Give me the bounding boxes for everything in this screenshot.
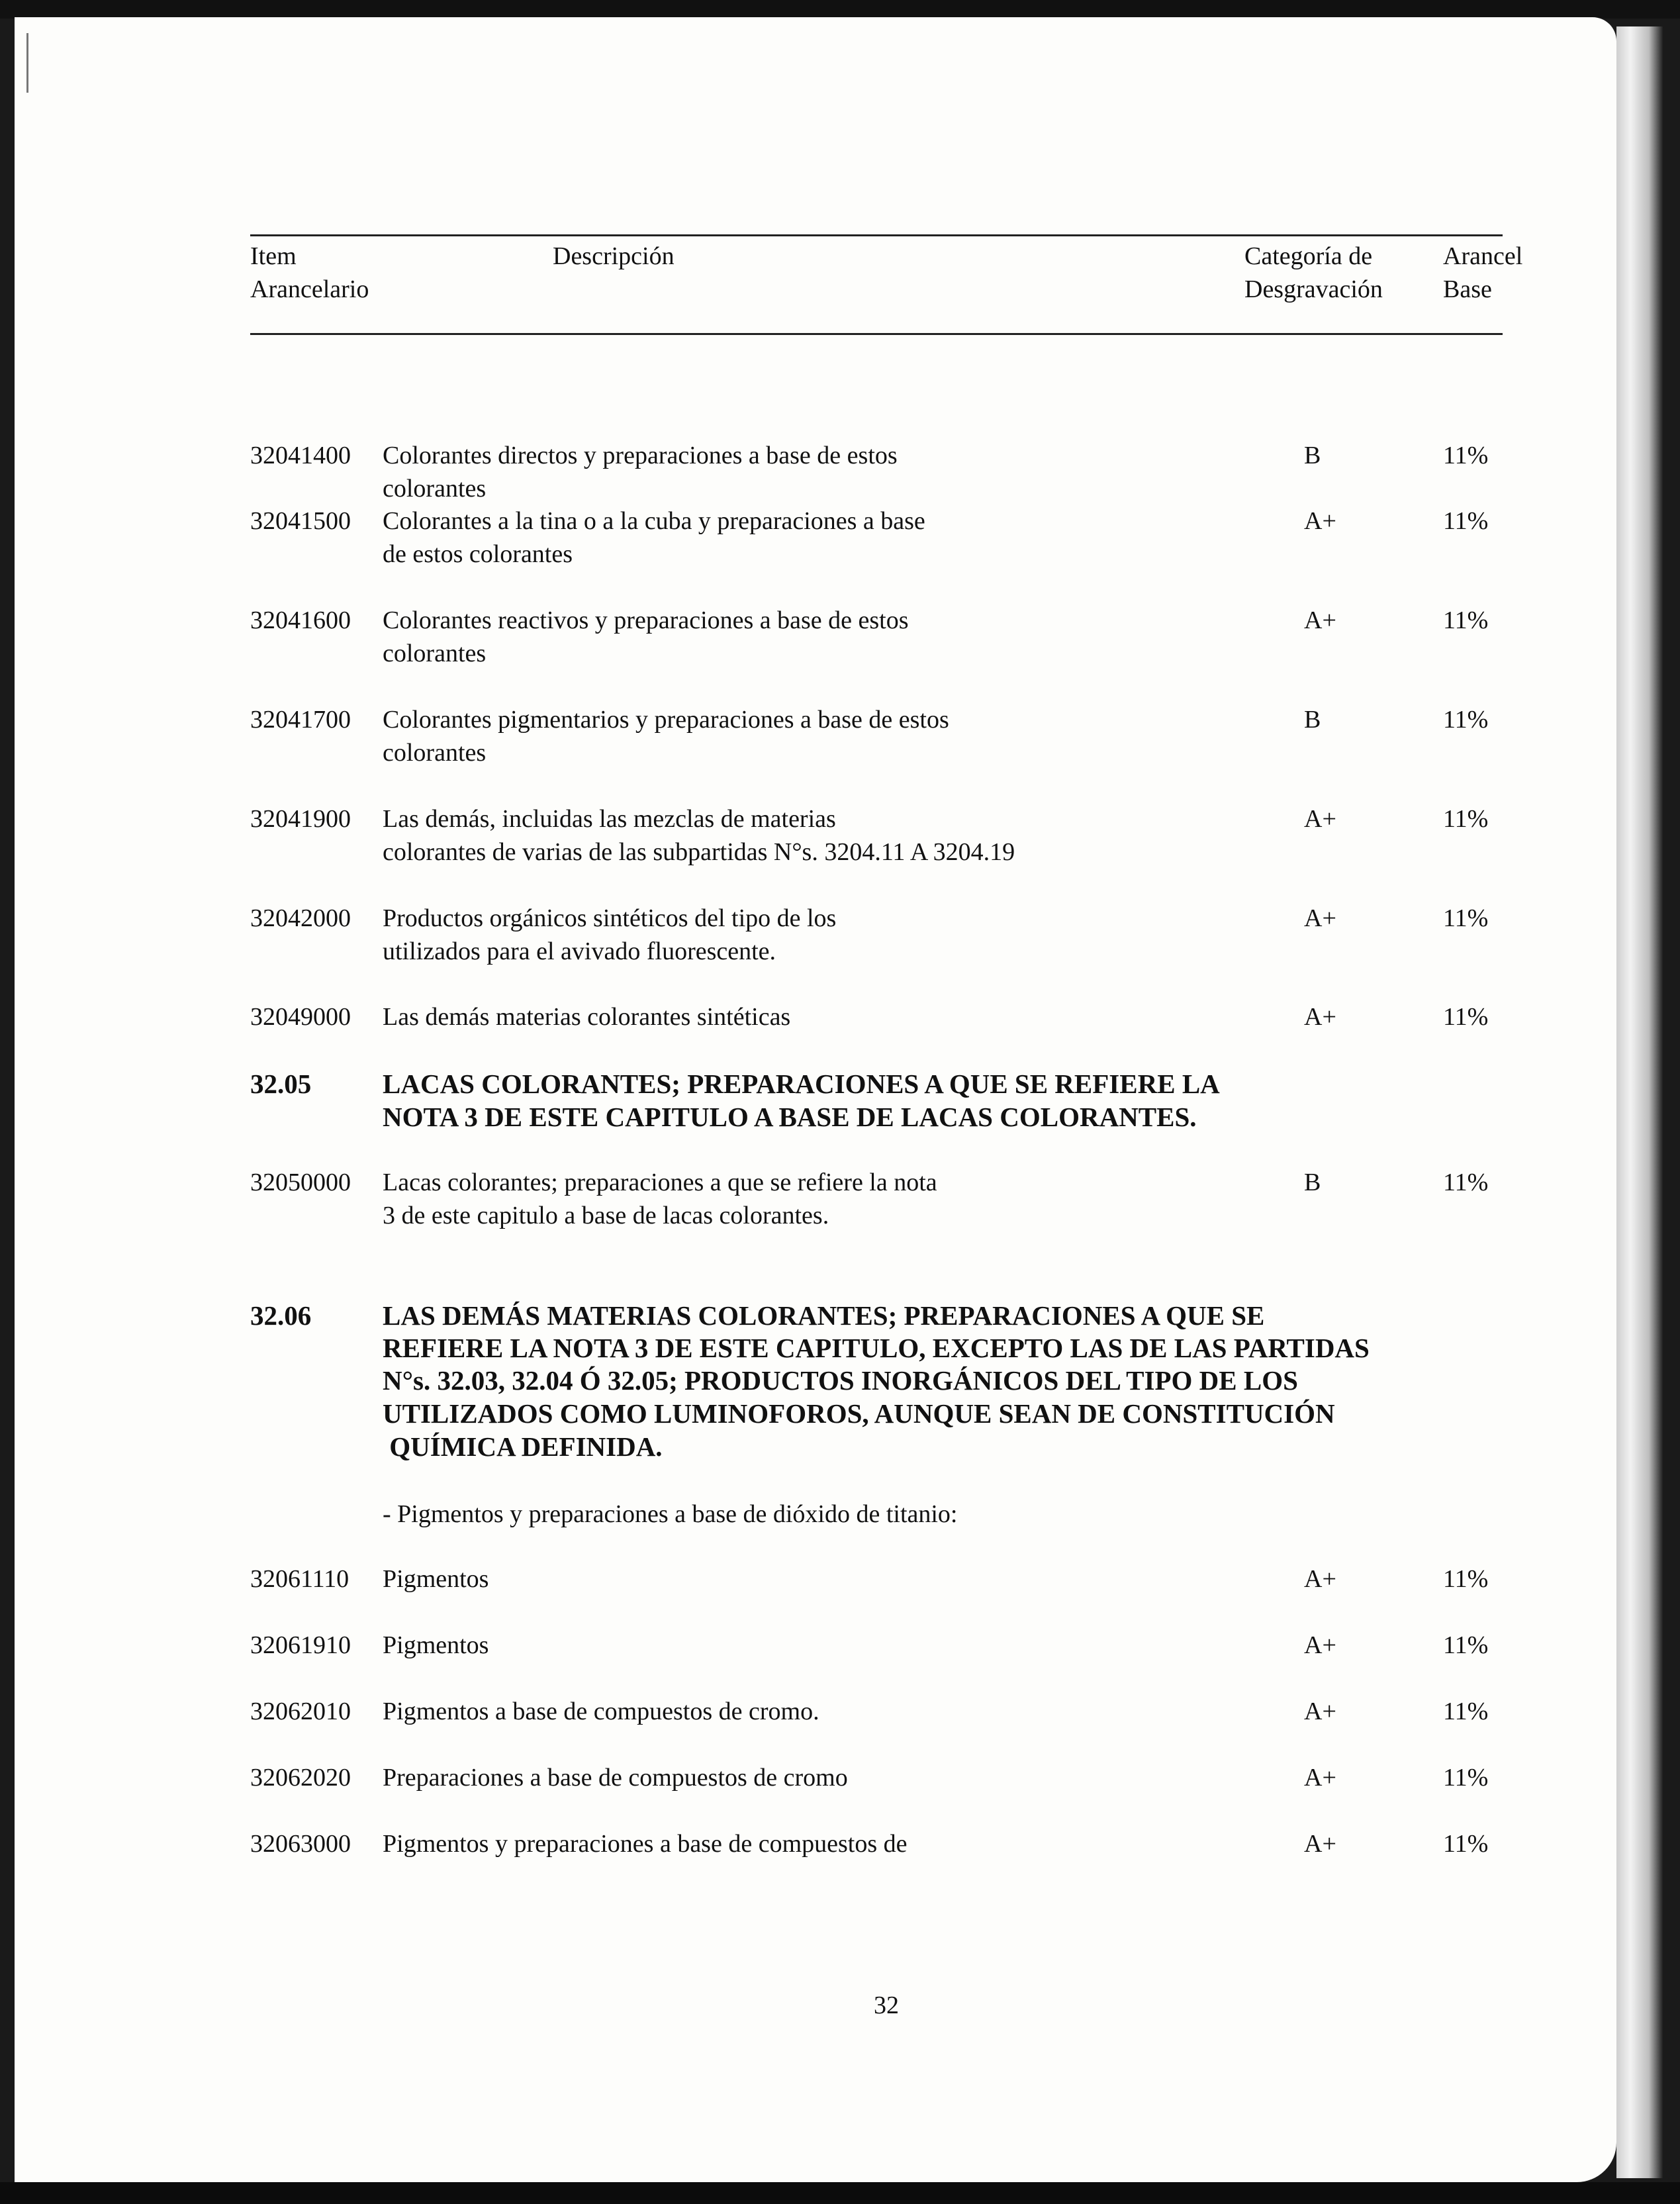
header-item-label: Item xyxy=(250,242,297,270)
item-category: A+ xyxy=(1304,1565,1336,1593)
item-description: Las demás materias colorantes sintéticas xyxy=(383,1003,791,1031)
item-description: Preparaciones a base de compuestos de cromo xyxy=(383,1764,848,1792)
header-descripcion: Descripción xyxy=(553,242,675,270)
item-code: 32041900 xyxy=(250,805,351,833)
item-description: Colorantes directos y preparaciones a base de estos xyxy=(383,442,898,469)
item-code: 32050000 xyxy=(250,1169,351,1196)
page-number: 32 xyxy=(874,1991,899,2019)
item-category: A+ xyxy=(1304,507,1336,535)
item-base-rate: 11% xyxy=(1443,805,1489,833)
item-category: A+ xyxy=(1304,805,1336,833)
item-base-rate: 11% xyxy=(1443,1631,1489,1659)
item-code: 32041700 xyxy=(250,706,351,734)
item-category: A+ xyxy=(1304,904,1336,932)
heading-text-cont: NOTA 3 DE ESTE CAPITULO A BASE DE LACAS COLORANTES. xyxy=(383,1102,1197,1132)
header-rule-bottom xyxy=(250,333,1503,335)
item-base-rate: 11% xyxy=(1443,1169,1489,1196)
header-base-label: Base xyxy=(1443,275,1492,303)
item-description-cont: colorantes xyxy=(383,475,487,503)
heading-text: LAS DEMÁS MATERIAS COLORANTES; PREPARACIONES A QUE SE xyxy=(383,1300,1265,1331)
item-description: Colorantes pigmentarios y preparaciones a base de estos xyxy=(383,706,949,734)
item-base-rate: 11% xyxy=(1443,904,1489,932)
item-category: A+ xyxy=(1304,1764,1336,1792)
item-base-rate: 11% xyxy=(1443,442,1489,469)
header-arancelario-label: Arancelario xyxy=(250,275,369,303)
scan-border-bottom xyxy=(0,2182,1680,2204)
item-description: Pigmentos a base de compuestos de cromo. xyxy=(383,1698,819,1725)
heading-text-cont: QUÍMICA DEFINIDA. xyxy=(383,1431,663,1462)
item-code: 32062010 xyxy=(250,1698,351,1725)
header-rule-top xyxy=(250,234,1503,236)
item-code: 32061910 xyxy=(250,1631,351,1659)
item-description-cont: colorantes xyxy=(383,640,487,667)
item-base-rate: 11% xyxy=(1443,507,1489,535)
margin-mark xyxy=(26,33,28,93)
item-description-cont: 3 de este capitulo a base de lacas colorantes. xyxy=(383,1202,829,1229)
item-base-rate: 11% xyxy=(1443,1764,1489,1792)
header-categoria-label: Categoría de xyxy=(1244,242,1373,270)
heading-text-cont: REFIERE LA NOTA 3 DE ESTE CAPITULO, EXCEPTO LAS DE LAS PARTIDAS xyxy=(383,1333,1370,1363)
item-description: Colorantes reactivos y preparaciones a base de estos xyxy=(383,606,909,634)
heading-text-cont: UTILIZADOS COMO LUMINOFOROS, AUNQUE SEAN DE CONSTITUCIÓN xyxy=(383,1398,1335,1429)
heading-text-cont: N°s. 32.03, 32.04 Ó 32.05; PRODUCTOS INORGÁNICOS DEL TIPO DE LOS xyxy=(383,1365,1298,1396)
item-base-rate: 11% xyxy=(1443,1003,1489,1031)
item-category: A+ xyxy=(1304,1631,1336,1659)
item-description: Pigmentos xyxy=(383,1565,489,1593)
item-category: A+ xyxy=(1304,1698,1336,1725)
item-description-cont: colorantes xyxy=(383,739,487,767)
header-desgravacion-label: Desgravación xyxy=(1244,275,1383,303)
heading-code: 32.06 xyxy=(250,1300,312,1331)
item-code: 32062020 xyxy=(250,1764,351,1792)
item-code: 32041400 xyxy=(250,442,351,469)
item-base-rate: 11% xyxy=(1443,606,1489,634)
item-category: B xyxy=(1304,442,1321,469)
item-description: Productos orgánicos sintéticos del tipo de los xyxy=(383,904,837,932)
item-description: Colorantes a la tina o a la cuba y preparaciones a base xyxy=(383,507,925,535)
subheading: - Pigmentos y preparaciones a base de dióxido de titanio: xyxy=(383,1500,958,1528)
item-description-cont: de estos colorantes xyxy=(383,540,573,568)
item-base-rate: 11% xyxy=(1443,1565,1489,1593)
item-base-rate: 11% xyxy=(1443,1698,1489,1725)
item-description: Pigmentos y preparaciones a base de compuestos de xyxy=(383,1830,908,1858)
item-category: A+ xyxy=(1304,1830,1336,1858)
item-description-cont: colorantes de varias de las subpartidas N°s. 3204.11 A 3204.19 xyxy=(383,838,1015,866)
item-category: A+ xyxy=(1304,1003,1336,1031)
header-arancel-label: Arancel xyxy=(1443,242,1523,270)
item-category: B xyxy=(1304,1169,1321,1196)
item-description-cont: utilizados para el avivado fluorescente. xyxy=(383,937,776,965)
item-description: Lacas colorantes; preparaciones a que se refiere la nota xyxy=(383,1169,937,1196)
heading-text: LACAS COLORANTES; PREPARACIONES A QUE SE REFIERE LA xyxy=(383,1069,1220,1099)
item-base-rate: 11% xyxy=(1443,706,1489,734)
item-description: Las demás, incluidas las mezclas de materias xyxy=(383,805,836,833)
item-code: 32049000 xyxy=(250,1003,351,1031)
item-code: 32061110 xyxy=(250,1565,350,1593)
item-code: 32041500 xyxy=(250,507,351,535)
item-base-rate: 11% xyxy=(1443,1830,1489,1858)
heading-code: 32.05 xyxy=(250,1069,312,1099)
item-code: 32042000 xyxy=(250,904,351,932)
item-code: 32041600 xyxy=(250,606,351,634)
scan-border-top xyxy=(0,0,1680,19)
item-code: 32063000 xyxy=(250,1830,351,1858)
item-description: Pigmentos xyxy=(383,1631,489,1659)
item-category: A+ xyxy=(1304,606,1336,634)
item-category: B xyxy=(1304,706,1321,734)
page-edge-shadow xyxy=(1616,26,1663,2178)
